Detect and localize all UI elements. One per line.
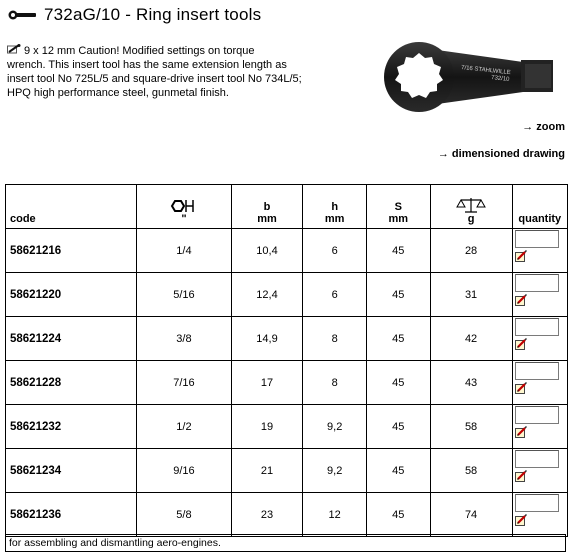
product-description	[7, 44, 307, 100]
cell-h: 12	[303, 493, 367, 537]
cell-quantity	[512, 493, 567, 537]
cell-s: 45	[366, 405, 430, 449]
cell-b: 14,9	[231, 317, 303, 361]
cell-b: 23	[231, 493, 303, 537]
cell-s: 45	[366, 361, 430, 405]
cell-b: 10,4	[231, 229, 303, 273]
weight-unit: g	[467, 213, 475, 225]
cell-g: 42	[430, 317, 512, 361]
table-row	[6, 229, 568, 273]
arrow-icon: →	[437, 148, 449, 160]
cell-size: 1/2	[137, 405, 231, 449]
col-b-unit: mm	[257, 213, 277, 225]
size-unit: "	[181, 213, 187, 225]
col-header-b	[231, 185, 303, 229]
tool-engraving: 7/16 STAHLWILLE	[460, 65, 511, 77]
cell-size: 7/16	[137, 361, 231, 405]
arrow-icon: →	[522, 121, 534, 133]
cell-g: 31	[430, 273, 512, 317]
cell-s: 45	[366, 493, 430, 537]
cell-s: 45	[366, 273, 430, 317]
wrench-icon	[8, 9, 38, 21]
table-body	[6, 229, 568, 537]
scale-icon	[456, 197, 486, 213]
link-group	[438, 120, 565, 161]
cell-h: 8	[303, 317, 367, 361]
cell-code: 58621234	[6, 449, 137, 493]
quantity-input[interactable]	[515, 362, 559, 380]
footer-note: for assembling and dismantling aero-engines.	[5, 534, 566, 552]
cell-quantity	[512, 449, 567, 493]
add-to-list-icon[interactable]	[515, 338, 527, 350]
torque-wrench-icon	[7, 44, 21, 56]
col-s-label: S	[394, 201, 402, 213]
cell-code: 58621224	[6, 317, 137, 361]
table-row	[6, 317, 568, 361]
cell-g: 58	[430, 405, 512, 449]
cell-s: 45	[366, 317, 430, 361]
quantity-input[interactable]	[515, 494, 559, 512]
cell-h: 8	[303, 361, 367, 405]
description-line1: 9 x 12 mm Caution! Modified settings on torque	[24, 45, 255, 57]
col-header-code: code	[6, 185, 137, 229]
table-row	[6, 273, 568, 317]
col-header-quantity: quantity	[512, 185, 567, 229]
cell-s: 45	[366, 229, 430, 273]
cell-quantity	[512, 273, 567, 317]
col-header-size	[137, 185, 231, 229]
description-text: wrench. This insert tool has the same extension length as insert tool No 725L/5 and square-drive insert tool No 734L/5; HPQ high performance steel, gunmetal finish.	[7, 59, 302, 99]
cell-size: 5/16	[137, 273, 231, 317]
cell-code: 58621232	[6, 405, 137, 449]
zoom-link[interactable]	[438, 120, 565, 134]
cell-b: 21	[231, 449, 303, 493]
quantity-input[interactable]	[515, 450, 559, 468]
dimensioned-drawing-link[interactable]	[438, 147, 565, 161]
cell-g: 58	[430, 449, 512, 493]
product-table	[5, 184, 568, 537]
quantity-input[interactable]	[515, 318, 559, 336]
table-header-row	[6, 185, 568, 229]
add-to-list-icon[interactable]	[515, 514, 527, 526]
col-s-unit: mm	[388, 213, 409, 225]
hex-size-icon	[169, 199, 199, 213]
cell-g: 43	[430, 361, 512, 405]
dimensioned-drawing-link-label: dimensioned drawing	[451, 148, 565, 160]
cell-h: 9,2	[303, 449, 367, 493]
cell-g: 28	[430, 229, 512, 273]
quantity-input[interactable]	[515, 406, 559, 424]
page-title: 732aG/10 - Ring insert tools	[44, 5, 262, 24]
col-header-weight	[430, 185, 512, 229]
cell-size: 9/16	[137, 449, 231, 493]
cell-quantity	[512, 229, 567, 273]
col-b-label: b	[263, 201, 271, 213]
cell-g: 74	[430, 493, 512, 537]
page-header	[8, 4, 261, 26]
cell-b: 12,4	[231, 273, 303, 317]
cell-s: 45	[366, 449, 430, 493]
cell-b: 19	[231, 405, 303, 449]
table-row	[6, 405, 568, 449]
cell-quantity	[512, 317, 567, 361]
cell-size: 5/8	[137, 493, 231, 537]
quantity-input[interactable]	[515, 274, 559, 292]
col-header-h	[303, 185, 367, 229]
add-to-list-icon[interactable]	[515, 426, 527, 438]
cell-quantity	[512, 405, 567, 449]
cell-b: 17	[231, 361, 303, 405]
cell-h: 6	[303, 273, 367, 317]
col-header-s	[366, 185, 430, 229]
cell-code: 58621236	[6, 493, 137, 537]
add-to-list-icon[interactable]	[515, 250, 527, 262]
cell-h: 6	[303, 229, 367, 273]
zoom-link-label: zoom	[536, 121, 565, 133]
table-row	[6, 493, 568, 537]
tool-engraving-2: 732/10	[490, 75, 510, 83]
cell-quantity	[512, 361, 567, 405]
add-to-list-icon[interactable]	[515, 470, 527, 482]
quantity-input[interactable]	[515, 230, 559, 248]
cell-code: 58621228	[6, 361, 137, 405]
add-to-list-icon[interactable]	[515, 382, 527, 394]
add-to-list-icon[interactable]	[515, 294, 527, 306]
cell-code: 58621216	[6, 229, 137, 273]
ring-insert-tool-image	[383, 40, 556, 112]
col-h-unit: mm	[324, 213, 345, 225]
cell-h: 9,2	[303, 405, 367, 449]
table-row	[6, 361, 568, 405]
cell-size: 1/4	[137, 229, 231, 273]
col-h-label: h	[331, 201, 339, 213]
cell-code: 58621220	[6, 273, 137, 317]
table-row	[6, 449, 568, 493]
cell-size: 3/8	[137, 317, 231, 361]
